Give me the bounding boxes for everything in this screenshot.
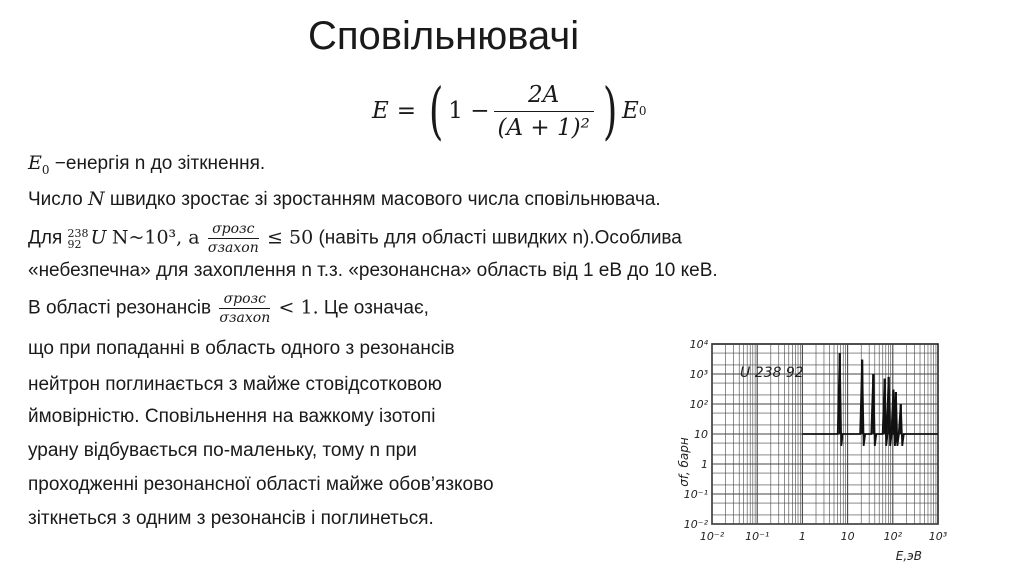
text-line-11: зіткнеться з одним з резонансів і поглинеться. — [28, 508, 434, 529]
left-paren: ( — [428, 74, 444, 147]
y-tick-label: 10³ — [689, 368, 708, 381]
y-tick-label: 10⁻² — [683, 518, 708, 531]
line2-pre: Число — [28, 189, 83, 210]
line1-text: −енергія n до зіткнення. — [54, 153, 266, 174]
x-tick-label: 1 — [798, 530, 806, 543]
isotope-z: 92 — [67, 237, 82, 251]
text-line-2 — [28, 188, 661, 211]
e0-sub: 0 — [41, 162, 50, 177]
y-tick-label: 10⁴ — [689, 338, 708, 351]
x-tick-label: 10 — [840, 530, 855, 543]
text-line-3 — [28, 220, 682, 257]
text-line-8: ймовірністю. Сповільнення на важкому ізотопі — [28, 406, 436, 427]
formula-rhs: E — [622, 98, 639, 124]
y-tick-label: 10 — [694, 428, 708, 441]
e0-symbol: E — [28, 152, 42, 174]
slide-title: Сповільнювачі — [308, 14, 580, 58]
formula-lhs: E — [372, 98, 389, 124]
formula-rhs-sub: 0 — [638, 104, 647, 118]
y-tick-label: 10⁻¹ — [683, 488, 708, 501]
text-line-6: що при попаданні в область одного з резонансів — [28, 338, 455, 359]
x-tick-label: 10⁻² — [699, 530, 725, 543]
isotope-label: U 238 92 — [740, 365, 804, 381]
formula-equals: = — [396, 98, 417, 124]
cross-section-curve — [802, 353, 938, 446]
text-line-9: урану відбувається по-маленьку, тому n при — [28, 440, 417, 461]
formula-denominator: (A + 1)² — [494, 111, 594, 141]
text-line-4: «небезпечна» для захоплення n т.з. «резонансна» область від 1 еВ до 10 кеВ. — [28, 260, 718, 281]
cross-section-ratio — [208, 220, 259, 257]
y-tick-label: 1 — [701, 458, 708, 471]
isotope-mass: 238 — [67, 226, 89, 240]
text-line-5 — [28, 290, 429, 327]
line3-n: N~10³, а — [111, 226, 200, 249]
isotope-numbers — [68, 228, 89, 250]
moderation-formula — [372, 76, 646, 146]
ratio-denominator: σзахоп — [207, 240, 259, 256]
text-line-10: проходженні резонансної області майже обов’язково — [28, 474, 494, 495]
line5-pre: В області резонансів — [28, 297, 212, 319]
x-axis-label: E,эВ — [895, 549, 922, 563]
y-tick-label: 10² — [689, 398, 708, 411]
line2-post: швидко зростає зі зростанням масового числа сповільнювача. — [109, 189, 661, 210]
isotope-element: U — [90, 226, 107, 249]
formula-fraction — [494, 82, 594, 141]
ratio-numerator: σрозс — [212, 221, 255, 237]
text-line-7: нейтрон поглинається з майже стовідсотковою — [28, 374, 442, 395]
n-symbol: N — [87, 188, 105, 210]
formula-numerator: 2A — [528, 81, 560, 108]
line5-post: Це означає, — [323, 297, 429, 319]
x-tick-label: 10² — [883, 530, 903, 543]
ratio2-denominator: σзахоп — [219, 310, 271, 326]
formula-one-minus: 1 − — [448, 98, 490, 124]
x-tick-label: 10³ — [928, 530, 948, 543]
ratio2-numerator: σрозс — [223, 291, 266, 307]
cross-section-chart — [670, 332, 960, 568]
right-paren: ) — [602, 74, 618, 147]
line3-leq: ≤ 50 — [267, 226, 314, 249]
line5-lt: < 1. — [278, 296, 319, 319]
text-line-1 — [28, 152, 265, 177]
cross-section-ratio-2 — [219, 290, 270, 327]
chart-curve — [802, 353, 938, 446]
y-axis-label: σf, барн — [677, 437, 691, 487]
line3-post: (навіть для області швидких n).Особлива — [318, 227, 682, 249]
x-tick-label: 10⁻¹ — [745, 530, 770, 543]
line3-pre: Для — [28, 227, 63, 249]
